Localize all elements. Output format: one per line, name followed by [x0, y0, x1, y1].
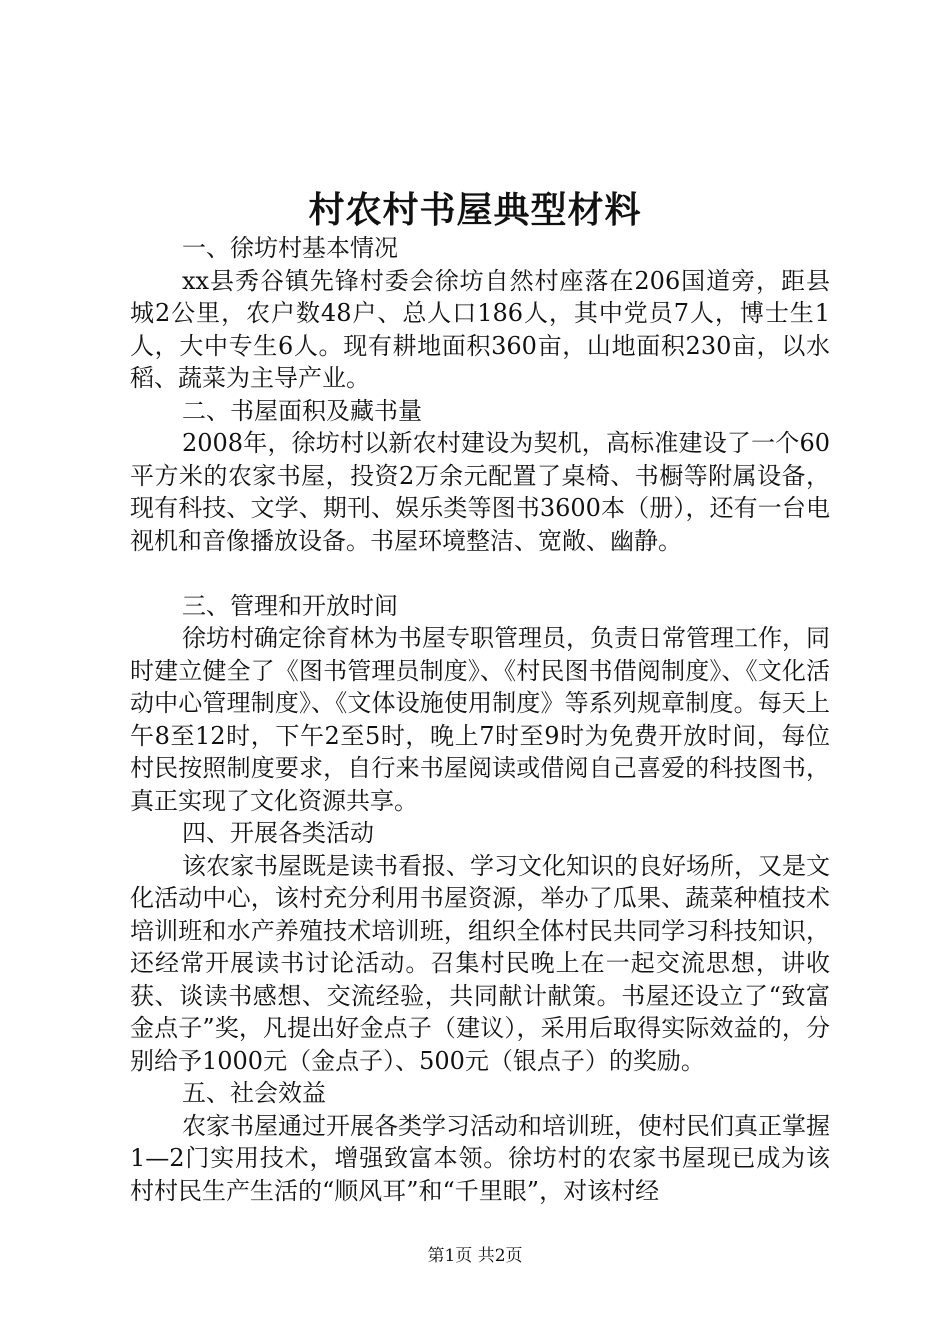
document-body [130, 232, 830, 1207]
section-1-heading: 一、徐坊村基本情况 [182, 234, 398, 262]
document-title: 村农村书屋典型材料 [308, 189, 642, 231]
section-4-heading: 四、开展各类活动 [182, 819, 374, 847]
page-number-footer: 第1页 共2页 [427, 1246, 523, 1266]
section-5-paragraph: 农家书屋通过开展各类学习活动和培训班，使村民们真正掌握1—2门实用技术，增强致富本领。徐坊村的农家书屋现已成为该村村民生产生活的“顺风耳”和“千里眼”，对该村经 [130, 1111, 830, 1205]
section-1-paragraph: xx县秀谷镇先锋村委会徐坊自然村座落在206国道旁，距县城2公里，农户数48户、总人口186人，其中党员7人，博士生1人，大中专生6人。现有耕地面积360亩，山地面积230亩，以水稻、蔬菜为主导产业。 [130, 266, 830, 392]
section-2-paragraph: 2008年，徐坊村以新农村建设为契机，高标准建设了一个60平方米的农家书屋，投资2万余元配置了桌椅、书橱等附属设备，现有科技、文学、期刊、娱乐类等图书3600本（册），还有一台电视机和音像播放设备。书屋环境整洁、宽敞、幽静。 [130, 429, 830, 555]
section-3-heading: 三、管理和开放时间 [182, 591, 398, 620]
section-5-heading: 五、社会效益 [182, 1079, 326, 1107]
section-2-heading: 二、书屋面积及藏书量 [182, 396, 422, 425]
section-4-paragraph: 该农家书屋既是读书看报、学习文化知识的良好场所，又是文化活动中心，该村充分利用书屋资源，举办了瓜果、蔬菜种植技术培训班和水产养殖技术培训班，组织全体村民共同学习科技知识，还经常开展读书讨论活动。召集村民晚上在一起交流思想，讲收获、谈读书感想、交流经验，共同献计献策。书屋还设立了“致富金点子”奖，凡提出好金点子（建议），采用后取得实际效益的，分别给予1000元（金点子）、500元（银点子）的奖励。 [130, 851, 830, 1075]
section-3-paragraph: 徐坊村确定徐育林为书屋专职管理员，负责日常管理工作，同时建立健全了《图书管理员制度》、《村民图书借阅制度》、《文化活动中心管理制度》、《文体设施使用制度》等系列规章制度。每天上午8至12时，下午2至5时，晚上7时至9时为免费开放时间，每位村民按照制度要求，自行来书屋阅读或借阅自己喜爱的科技图书，真正实现了文化资源共享。 [130, 624, 830, 815]
